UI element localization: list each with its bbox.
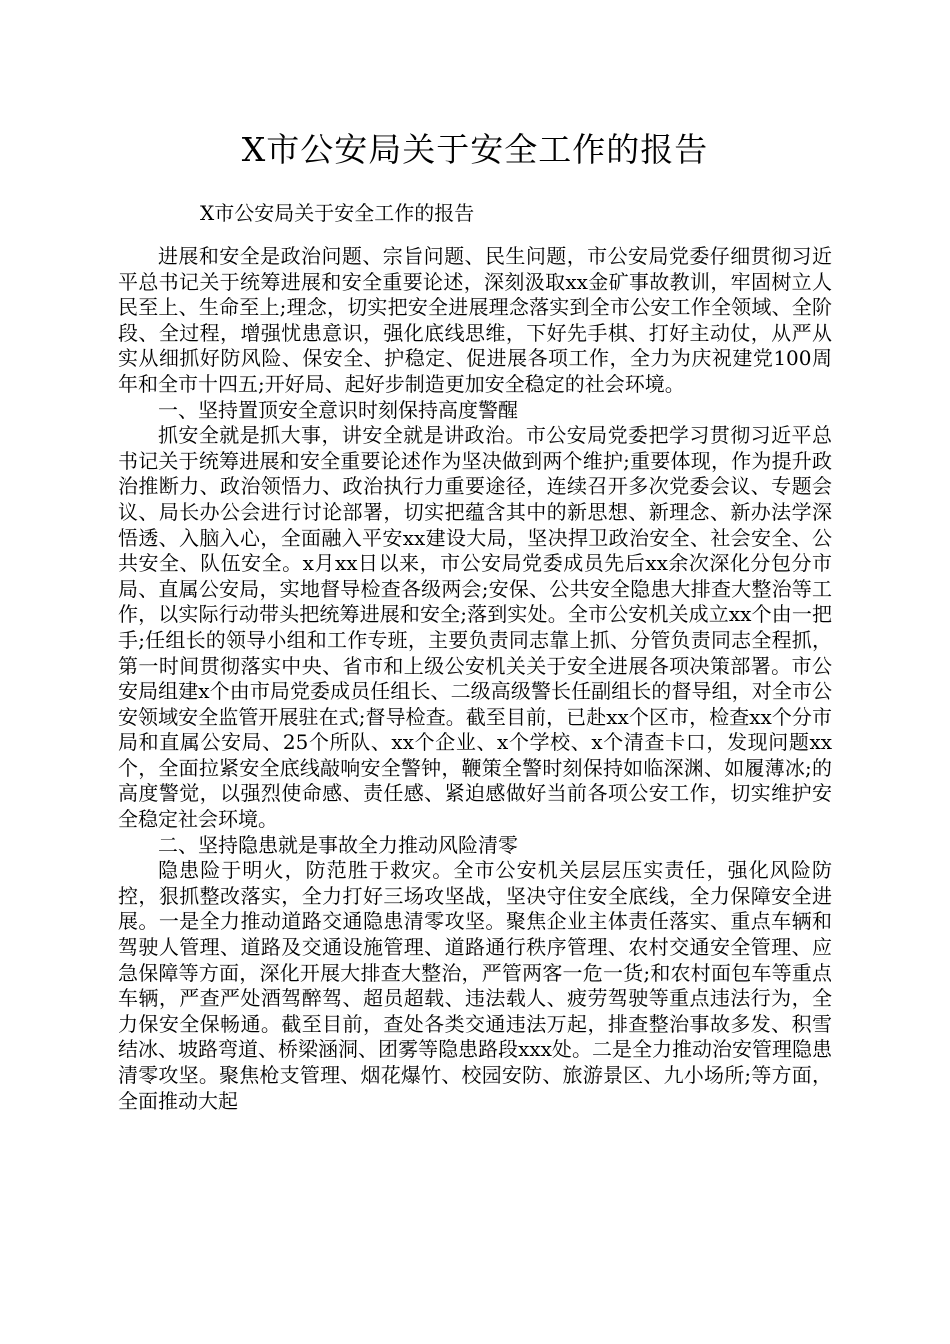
document-title: X市公安局关于安全工作的报告 [241, 130, 709, 169]
section-heading-1: 一、坚持置顶安全意识时刻保持高度警醒 [158, 397, 518, 422]
document-subtitle: X市公安局关于安全工作的报告 [200, 201, 475, 225]
paragraph-intro: 进展和安全是政治问题、宗旨问题、民生问题，市公安局党委仔细贯彻习近平总书记关于统筹进展和安全重要论述，深刻汲取xx金矿事故教训，牢固树立人民至上、生命至上;理念，切实把安全进展理念落实到全市公安工作全领域、全阶段、全过程，增强忧患意识，强化底线思维，下好先手棋、打好主动仗，从严从实从细抓好防风险、保安全、护稳定、促进展各项工作，全力为庆祝建党100周年和全市十四五;开好局、起好步制造更加安全稳定的社会环境。 [118, 244, 832, 396]
paragraph-section-2: 隐患险于明火，防范胜于救灾。全市公安机关层层压实责任，强化风险防控，狠抓整改落实，全力打好三场攻坚战，坚决守住安全底线，全力保障安全进展。一是全力推动道路交通隐患清零攻坚。聚焦企业主体责任落实、重点车辆和驾驶人管理、道路及交通设施管理、道路通行秩序管理、农村交通安全管理、应急保障等方面，深化开展大排查大整治，严管两客一危一货;和农村面包车等重点车辆，严查严处酒驾醉驾、超员超载、违法载人、疲劳驾驶等重点违法行为，全力保安全保畅通。截至目前，查处各类交通违法万起，排查整治事故多发、积雪结冰、坡路弯道、桥梁涵洞、团雾等隐患路段xxx处。二是全力推动治安管理隐患清零攻坚。聚焦枪支管理、烟花爆竹、校园安防、旅游景区、九小场所;等方面，全面推动大起 [118, 858, 832, 1113]
document-body [118, 244, 832, 1114]
section-heading-2: 二、坚持隐患就是事故全力推动风险清零 [158, 832, 518, 857]
paragraph-section-1: 抓安全就是抓大事，讲安全就是讲政治。市公安局党委把学习贯彻习近平总书记关于统筹进展和安全重要论述作为坚决做到两个维护;重要体现，作为提升政治推断力、政治领悟力、政治执行力重要途径，连续召开多次党委会议、专题会议、局长办公会进行讨论部署，切实把蕴含其中的新思想、新理念、新办法学深悟透、入脑入心，全面融入平安xx建设大局，坚决捍卫政治安全、社会安全、公共安全、队伍安全。x月xx日以来，市公安局党委成员先后xx余次深化分包分市局、直属公安局，实地督导检查各级两会;安保、公共安全隐患大排查大整治等工作，以实际行动带头把统筹进展和安全;落到实处。全市公安机关成立xx个由一把手;任组长的领导小组和工作专班，主要负责同志靠上抓、分管负责同志全程抓，第一时间贯彻落实中央、省市和上级公安机关关于安全进展各项决策部署。市公安局组建x个由市局党委成员任组长、二级高级警长任副组长的督导组，对全市公安领域安全监管开展驻在式;督导检查。截至目前，已赴xx个区市，检查xx个分市局和直属公安局、25个所队、xx个企业、x个学校、x个清查卡口，发现问题xx个，全面拉紧安全底线敲响安全警钟，鞭策全警时刻保持如临深渊、如履薄冰;的高度警觉，以强烈使命感、责任感、紧迫感做好当前各项公安工作，切实维护安全稳定社会环境。 [118, 423, 832, 832]
